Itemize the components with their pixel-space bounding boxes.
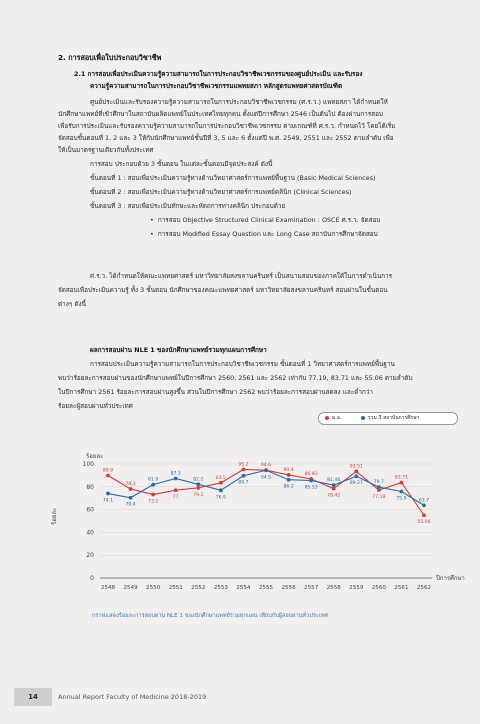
series-0-point (287, 473, 291, 477)
step-3: ขั้นตอนที่ 3 : สอบเพื่อประเมินทักษะและหัตถการทางคลินิก ประกอบด้วย (90, 202, 286, 210)
series-0-point (332, 487, 336, 491)
x-tick-label: 2560 (371, 585, 386, 591)
series-0-data-label: 89.9 (102, 468, 114, 474)
subheading-line-1: 2.1 การสอบเพื่อประเมินความรู้ความสามารถในการประกอบวิชาชีพเวชกรรมของศูนย์ประเมิน และรับรอง (74, 70, 363, 78)
x-tick-label: 2553 (213, 585, 228, 591)
series-0-data-label: 79.1 (193, 492, 204, 498)
series-1-data-label: 79.7 (373, 480, 384, 486)
series-1-data-label: 87.3 (170, 471, 181, 477)
series-0-data-label: 83.5 (215, 475, 226, 481)
series-0-data-label: 77 (172, 495, 179, 501)
series-0-data-label: 93.51 (349, 464, 363, 470)
step-2: ขั้นตอนที่ 2 : สอบเพื่อประเมินความรู้ทางด้านวิทยาศาสตร์การแพทย์คลินิก (Clinical Sciences) (90, 188, 352, 196)
series-1-point (377, 485, 381, 489)
series-1-data-label: 82.2 (193, 477, 204, 483)
paragraph-line: จัดสอบขั้นตอนที่ 1, 2 และ 3 ให้กับนักศึกษาแพทย์ชั้นปีที่ 3, 5 และ 6 ตั้งแต่ปี พ.ศ. 2549, 2551 และ 2552 ตามลำดับ เพื่อ (58, 134, 394, 142)
x-tick-label: 2549 (123, 585, 138, 591)
series-1-point (129, 496, 133, 500)
paragraph-line: การสอบประเมินความรู้ความสามารถในการประกอบวิชาชีพเวชกรรม ขั้นตอนที่ 1 วิทยาศาสตร์การแพทย์พื้นฐาน (90, 360, 395, 368)
series-1-point (242, 474, 246, 478)
paragraph-line: เพื่อรับการประเมินและรับรองความรู้ความสามารถในการประกอบวิชาชีพเวชกรรม ตามเกณฑ์ที่ ศ.ร.ว. กำหนดไว้ โดยได้เริ่ม (58, 122, 396, 130)
series-0-data-label: 73.2 (148, 499, 159, 505)
series-0-data-label: 83.71 (394, 475, 409, 481)
bullet-1-text: การสอบ Objective Structured Clinical Examination : OSCE ศ.ร.ว. จัดสอบ (157, 216, 381, 224)
footer (0, 688, 480, 706)
series-1-data-label: 75.9 (396, 496, 407, 502)
y-tick-label: 80 (86, 483, 94, 491)
y-axis-side-label: ร้อยละ (51, 507, 58, 525)
series-0-point (151, 493, 155, 497)
series-1-point (422, 503, 426, 507)
legend-label-psu: ม.อ. (332, 415, 342, 421)
series-0-point (196, 486, 200, 490)
series-0-data-label: 77.19 (372, 495, 386, 501)
series-0-point (129, 487, 133, 491)
series-0-point (422, 513, 426, 517)
y-tick-label: 40 (86, 529, 94, 537)
series-1-point (332, 483, 336, 487)
paragraph-line: ร้อยละผู้สอบผ่านทั่วประเทศ (58, 402, 133, 410)
series-1-data-label: 74.1 (102, 498, 114, 504)
series-1-point (309, 479, 313, 483)
series-0-data-label: 78.1 (125, 481, 136, 487)
x-tick-label: 2548 (100, 585, 116, 591)
x-tick-label: 2556 (281, 585, 296, 591)
series-1-data-label: 94.5 (260, 475, 272, 481)
y-tick-label: 0 (90, 575, 94, 582)
series-1-data-label: 76.9 (215, 495, 226, 501)
series-0-data-label: 90.4 (283, 467, 294, 473)
y-tick-label: 60 (86, 506, 94, 514)
series-1-point (106, 492, 110, 496)
series-1-data-label: 63.7 (418, 498, 430, 504)
x-tick-label: 2555 (258, 585, 274, 591)
series-0-point (219, 481, 223, 485)
series-1-data-label: 81.9 (148, 477, 159, 483)
series-0-point (174, 488, 178, 492)
paragraph-line: ศ.ร.ว. ได้กำหนดให้คณะแพทยศาสตร์ มหาวิทยาลัยสงขลานครินทร์ เป็นสนามสอบของภาคใต้ในการดำเนินการ (90, 272, 393, 280)
series-1-point (264, 468, 268, 472)
legend-label-national: รวม 3 สถาบันการศึกษา (368, 415, 420, 421)
paragraph-line: ให้เป็นมาตรฐานเดียวกันทั้งประเทศ (58, 146, 154, 154)
paragraph-line: พบว่าร้อยละการสอบผ่านของนักศึกษาแพทย์ในปีการศึกษา 2560, 2561 และ 2562 เท่ากับ 77.19, 83.71 และ 55.06 ตามลำดับ (58, 374, 413, 382)
series-1-point (174, 477, 178, 481)
paragraph-line: ต่างๆ ดังนี้ (58, 300, 86, 308)
x-tick-label: 2562 (416, 585, 432, 591)
series-1-data-label: 70.4 (125, 502, 136, 508)
series-0-data-label: 55.06 (417, 520, 431, 526)
paragraph-line: ศูนย์ประเมินและรับรองความรู้ความสามารถในการประกอบวิชาชีพเวชกรรม (ศ.ร.ว.) แพทยสภา ได้กำหนดให้ (90, 98, 388, 106)
x-tick-label: 2558 (326, 585, 341, 591)
pass-rate-line-chart (51, 408, 468, 624)
series-1-point (151, 483, 155, 487)
y-tick-label: 100 (82, 461, 94, 468)
bullet-2: • การสอบ Modified Essay Question และ Long Case สถาบันการศึกษาจัดสอบ (150, 230, 378, 238)
series-0-point (354, 469, 358, 473)
series-1-data-label: 85.53 (304, 485, 318, 491)
x-tick-label: 2552 (191, 585, 206, 591)
series-0-point (242, 468, 246, 472)
series-0-point (400, 481, 404, 485)
bullet-1: • การสอบ Objective Structured Clinical Examination : OSCE ศ.ร.ว. จัดสอบ (150, 216, 381, 224)
page-number: 14 (14, 688, 52, 706)
series-1-point (287, 478, 291, 482)
paragraph-line: นักศึกษาแพทย์ที่เข้าศึกษาในสถาบันผลิตแพทย์ในประเทศไทยทุกคน ตั้งแต่ปีการศึกษา 2546 เป็นต้นไป ต้องผ่านการสอบ (58, 110, 383, 118)
steps-intro: การสอบ ประกอบด้วย 3 ขั้นตอน ในแต่ละขั้นตอนมีจุดประสงค์ ดังนี้ (90, 160, 273, 168)
x-axis-title: ปีการศึกษา (436, 575, 465, 582)
series-1-data-label: 86.2 (283, 484, 294, 490)
x-tick-label: 2557 (304, 585, 319, 591)
y-tick-label: 20 (86, 552, 94, 560)
step-1: ขั้นตอนที่ 1 : สอบเพื่อประเมินความรู้ทางด้านวิทยาศาสตร์การแพทย์พื้นฐาน (Basic Medical Sciences) (90, 174, 376, 182)
series-0-data-label: 86.83 (304, 472, 318, 478)
x-tick-label: 2561 (394, 585, 409, 591)
paragraph-line: ในปีการศึกษา 2561 ร้อยละการสอบผ่านสูงขึ้น ส่วนในปีการศึกษา 2562 พบว่าร้อยละการสอบผ่านลดลง และต่ำกว่า (58, 388, 373, 396)
footer-text: Annual Report Faculty of Medicine 2018-2019 (58, 693, 207, 701)
subheading-line-2: ความรู้ความสามารถในการประกอบวิชาชีพเวชกรรมแพทยสภา หลักสูตรแพทยศาสตรบัณฑิต (90, 82, 343, 90)
series-1-point (219, 488, 223, 492)
paragraph-line: จัดสอบเพื่อประเมินความรู้ ทั้ง 3 ขั้นตอน นักศึกษาของคณะแพทยศาสตร์ มหาวิทยาลัยสงขลานครินทร์ สอบผ่านในขั้นตอน (58, 286, 388, 294)
series-1-data-label: 81.46 (327, 478, 341, 484)
results-heading: ผลการสอบผ่าน NLE 1 ของนักศึกษาแพทย์รวมทุกแผนการศึกษา (90, 346, 267, 354)
series-1-data-label: 89.27 (349, 481, 363, 487)
x-tick-label: 2554 (236, 585, 251, 591)
series-0-point (106, 474, 110, 478)
bullet-2-text: การสอบ Modified Essay Question และ Long Case สถาบันการศึกษาจัดสอบ (157, 230, 378, 238)
series-1-point (400, 490, 404, 494)
series-1-point (196, 482, 200, 486)
series-1-data-label: 89.7 (238, 480, 249, 486)
x-tick-label: 2550 (146, 585, 161, 591)
x-tick-label: 2551 (168, 585, 183, 591)
series-0-data-label: 95.2 (238, 462, 249, 468)
chart-caption: กราฟแสดงร้อยละการสอบผ่าน NLE 1 ของนักศึกษาแพทย์รวมทุกแผน เทียบกับผู้สอบผ่านทั่วประเทศ (92, 613, 329, 619)
series-1-point (354, 474, 358, 478)
series-0-data-label: 78.42 (327, 493, 341, 499)
series-0-data-label: 94.6 (260, 463, 272, 469)
section-heading: 2. การสอบเพื่อใบประกอบวิชาชีพ (58, 53, 162, 62)
y-axis-title: ร้อยละ (86, 453, 104, 460)
x-tick-label: 2559 (349, 585, 364, 591)
